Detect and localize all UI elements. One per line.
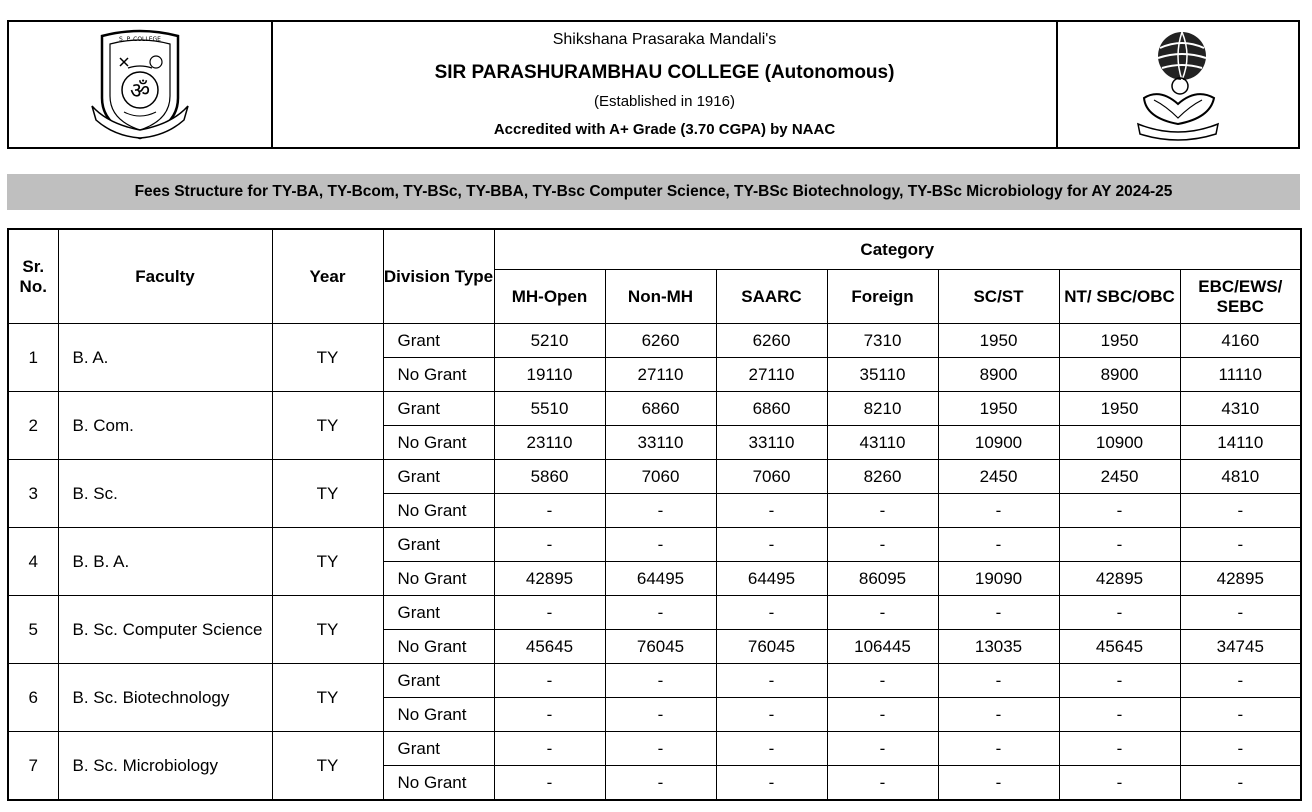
year-cell: TY (272, 324, 383, 392)
fee-cell: - (494, 766, 605, 801)
year-cell: TY (272, 528, 383, 596)
fee-cell: - (1180, 528, 1301, 562)
fees-table-body (8, 324, 1301, 801)
left-logo-cell (9, 22, 273, 147)
fee-cell: 34745 (1180, 630, 1301, 664)
division-type-cell: Grant (383, 664, 494, 698)
fee-cell: - (938, 766, 1059, 801)
fee-cell: 23110 (494, 426, 605, 460)
division-type-cell: Grant (383, 460, 494, 494)
fee-cell: 10900 (938, 426, 1059, 460)
fee-cell: - (605, 494, 716, 528)
sr-header-line2: No. (19, 276, 47, 296)
fee-cell: - (1059, 698, 1180, 732)
fee-cell: 5860 (494, 460, 605, 494)
faculty-cell: B. B. A. (58, 528, 272, 596)
fee-cell: 5210 (494, 324, 605, 358)
fee-cell: 42895 (1180, 562, 1301, 596)
fee-cell: - (938, 528, 1059, 562)
right-logo-cell (1056, 22, 1298, 147)
table-row (8, 732, 1301, 766)
division-type-cell: Grant (383, 324, 494, 358)
fee-cell: 6860 (716, 392, 827, 426)
fee-cell: 1950 (938, 324, 1059, 358)
fee-cell: 42895 (494, 562, 605, 596)
table-row (8, 528, 1301, 562)
faculty-cell: B. A. (58, 324, 272, 392)
fee-cell: - (494, 596, 605, 630)
fee-cell: - (938, 494, 1059, 528)
fee-cell: - (827, 732, 938, 766)
fee-cell: - (938, 596, 1059, 630)
year-cell: TY (272, 392, 383, 460)
fee-cell: - (1180, 596, 1301, 630)
fee-cell: - (1059, 766, 1180, 801)
sr-no-cell: 3 (8, 460, 58, 528)
category-header: Category (494, 229, 1301, 270)
fee-cell: - (827, 528, 938, 562)
fee-cell: 8260 (827, 460, 938, 494)
year-cell: TY (272, 664, 383, 732)
fee-cell: 1950 (1059, 324, 1180, 358)
svg-text:ॐ: ॐ (129, 78, 151, 104)
division-type-cell: No Grant (383, 494, 494, 528)
college-title-block (273, 22, 1056, 147)
fee-cell: 8210 (827, 392, 938, 426)
division-type-cell: Grant (383, 732, 494, 766)
sr-no-cell: 7 (8, 732, 58, 801)
year-cell: TY (272, 596, 383, 664)
globe-lotus-emblem-icon (1130, 28, 1226, 142)
fee-cell: 1950 (1059, 392, 1180, 426)
fee-cell: 11110 (1180, 358, 1301, 392)
fee-cell: 43110 (827, 426, 938, 460)
fee-cell: - (1059, 494, 1180, 528)
division-type-cell: Grant (383, 596, 494, 630)
fee-cell: 76045 (605, 630, 716, 664)
fee-cell: 4310 (1180, 392, 1301, 426)
fee-cell: 4160 (1180, 324, 1301, 358)
category-nt-sbc-obc: NT/ SBC/OBC (1059, 270, 1180, 324)
fee-cell: - (1180, 698, 1301, 732)
fee-cell: 106445 (827, 630, 938, 664)
accreditation-text: Accredited with A+ Grade (3.70 CGPA) by NAAC (493, 121, 836, 138)
fee-cell: - (827, 596, 938, 630)
fee-cell: - (605, 596, 716, 630)
fee-cell: 8900 (1059, 358, 1180, 392)
fee-cell: 7310 (827, 324, 938, 358)
fee-cell: 27110 (605, 358, 716, 392)
fee-cell: - (605, 766, 716, 801)
fee-cell: 6260 (605, 324, 716, 358)
fee-cell: 2450 (1059, 460, 1180, 494)
table-row (8, 392, 1301, 426)
fee-cell: - (827, 766, 938, 801)
table-row (8, 460, 1301, 494)
fee-cell: - (494, 698, 605, 732)
category-mh-open: MH-Open (494, 270, 605, 324)
fee-cell: 45645 (494, 630, 605, 664)
fee-cell: - (827, 698, 938, 732)
fee-cell: - (1059, 528, 1180, 562)
division-type-cell: No Grant (383, 698, 494, 732)
table-row (8, 324, 1301, 358)
fee-cell: 10900 (1059, 426, 1180, 460)
table-row (8, 664, 1301, 698)
fee-cell: - (494, 528, 605, 562)
fee-cell: - (1180, 494, 1301, 528)
faculty-cell: B. Sc. Computer Science (58, 596, 272, 664)
fee-cell: - (938, 698, 1059, 732)
fee-cell: - (1180, 732, 1301, 766)
division-type-cell: No Grant (383, 358, 494, 392)
cat7-line2: SEBC (1216, 296, 1264, 316)
fee-cell: 42895 (1059, 562, 1180, 596)
cat7-line1: EBC/EWS/ (1198, 276, 1283, 296)
faculty-cell: B. Sc. (58, 460, 272, 528)
fee-cell: 45645 (1059, 630, 1180, 664)
fee-cell: 7060 (605, 460, 716, 494)
fee-cell: - (716, 528, 827, 562)
year-header: Year (272, 229, 383, 324)
fee-cell: - (1059, 596, 1180, 630)
category-foreign: Foreign (827, 270, 938, 324)
fee-cell: - (605, 528, 716, 562)
sr-no-cell: 6 (8, 664, 58, 732)
fee-cell: - (938, 732, 1059, 766)
sr-no-header (8, 229, 58, 324)
division-type-cell: No Grant (383, 426, 494, 460)
fee-cell: - (494, 494, 605, 528)
fee-cell: - (494, 732, 605, 766)
fee-cell: 76045 (716, 630, 827, 664)
fee-cell: - (827, 494, 938, 528)
fee-cell: 13035 (938, 630, 1059, 664)
college-crest-icon (88, 28, 192, 142)
fee-cell: 8900 (938, 358, 1059, 392)
fee-cell: - (716, 596, 827, 630)
fee-cell: 4810 (1180, 460, 1301, 494)
division-type-cell: Grant (383, 528, 494, 562)
fee-cell: 19090 (938, 562, 1059, 596)
sr-no-cell: 4 (8, 528, 58, 596)
fee-cell: 33110 (716, 426, 827, 460)
sr-no-cell: 5 (8, 596, 58, 664)
fee-cell: - (827, 664, 938, 698)
table-row (8, 596, 1301, 630)
fee-cell: 14110 (1180, 426, 1301, 460)
fees-structure-banner: Fees Structure for TY-BA, TY-Bcom, TY-BSc, TY-BBA, TY-Bsc Computer Science, TY-BSc Biotechnology, TY-BSc Microbiology for AY 2024-25 (7, 174, 1300, 210)
college-header (7, 20, 1300, 149)
fee-cell: - (716, 732, 827, 766)
fee-cell: 35110 (827, 358, 938, 392)
society-name: Shikshana Prasaraka Mandali's (552, 31, 777, 48)
category-ebc-ews-sebc (1180, 270, 1301, 324)
fee-cell: 1950 (938, 392, 1059, 426)
division-type-cell: Grant (383, 392, 494, 426)
category-non-mh: Non-MH (605, 270, 716, 324)
fee-cell: - (494, 664, 605, 698)
faculty-cell: B. Sc. Microbiology (58, 732, 272, 801)
fee-cell: - (1180, 664, 1301, 698)
fee-cell: 27110 (716, 358, 827, 392)
fee-cell: 19110 (494, 358, 605, 392)
sr-no-cell: 2 (8, 392, 58, 460)
fee-cell: 33110 (605, 426, 716, 460)
crest-ribbon-text: S. P. COLLEGE (119, 35, 161, 43)
division-type-cell: No Grant (383, 630, 494, 664)
faculty-header: Faculty (58, 229, 272, 324)
fee-cell: - (716, 766, 827, 801)
fee-cell: 5510 (494, 392, 605, 426)
category-sc-st: SC/ST (938, 270, 1059, 324)
fee-cell: 64495 (716, 562, 827, 596)
fee-cell: - (1059, 664, 1180, 698)
division-type-cell: No Grant (383, 766, 494, 801)
fee-cell: 7060 (716, 460, 827, 494)
year-cell: TY (272, 460, 383, 528)
fee-cell: - (605, 698, 716, 732)
fee-cell: - (716, 664, 827, 698)
fee-cell: - (716, 698, 827, 732)
category-saarc: SAARC (716, 270, 827, 324)
fee-cell: 86095 (827, 562, 938, 596)
fee-cell: - (605, 732, 716, 766)
fees-table (7, 228, 1302, 801)
sr-no-cell: 1 (8, 324, 58, 392)
fee-cell: 2450 (938, 460, 1059, 494)
fee-cell: 6260 (716, 324, 827, 358)
faculty-cell: B. Sc. Biotechnology (58, 664, 272, 732)
division-type-cell: No Grant (383, 562, 494, 596)
college-name: SIR PARASHURAMBHAU COLLEGE (Autonomous) (434, 62, 895, 83)
fee-cell: - (605, 664, 716, 698)
fee-cell: - (716, 494, 827, 528)
sr-header-line1: Sr. (22, 256, 45, 276)
fee-cell: - (938, 664, 1059, 698)
fee-cell: 64495 (605, 562, 716, 596)
year-cell: TY (272, 732, 383, 801)
established-year: (Established in 1916) (594, 93, 735, 110)
fee-cell: 6860 (605, 392, 716, 426)
division-type-header: Division Type (383, 229, 494, 324)
fee-cell: - (1180, 766, 1301, 801)
faculty-cell: B. Com. (58, 392, 272, 460)
fee-cell: - (1059, 732, 1180, 766)
